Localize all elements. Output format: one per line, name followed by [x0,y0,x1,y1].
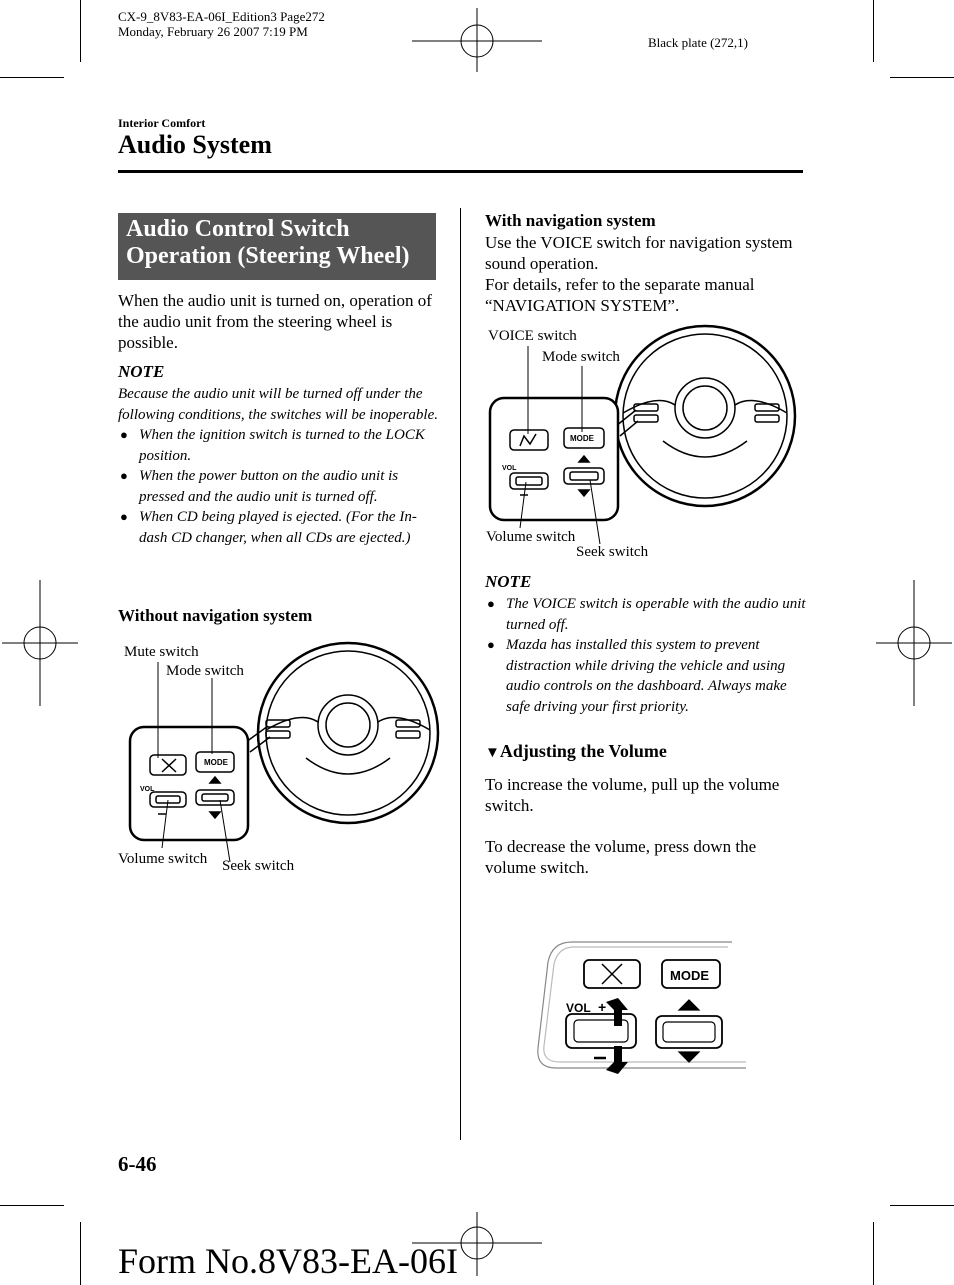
registration-mark-right [876,580,952,706]
nav-text-2: For details, refer to the separate manual “NAVIGATION SYSTEM”. [485,275,755,315]
note-bullets-left [118,425,440,548]
label-mode-switch-left: Mode switch [166,663,244,679]
vol-legend-closeup: VOL [566,1001,591,1015]
list-item: ● The VOICE switch is operable with the audio unit turned off. [487,596,806,633]
nav-text-1: Use the VOICE switch for navigation system sound operation. [485,233,793,273]
bullet-icon: ● [120,509,128,524]
bullet-icon: ● [487,596,495,611]
column-divider [460,208,461,1140]
label-voice-switch: VOICE switch [488,328,577,344]
section-title-line2: Operation (Steering Wheel) [126,243,410,269]
switch-panel-left [130,727,248,840]
label-seek-switch-right: Seek switch [576,544,649,560]
steering-wheel-illustration [246,643,438,823]
volume-text-up: To increase the volume, pull up the volume switch. [485,775,780,815]
label-volume-switch-right: Volume switch [486,529,576,545]
triangle-down-icon: ▼ [485,745,500,761]
plus-icon: + [598,999,607,1015]
registration-mark-left [2,580,78,706]
file-info [118,9,325,39]
intro-paragraph: When the audio unit is turned on, operation of the audio unit from the steering wheel is possible. [118,291,432,352]
volume-heading-text: Adjusting the Volume [499,741,667,761]
section-label: Interior Comfort [118,116,206,130]
label-volume-switch-left: Volume switch [118,851,208,867]
bullet-icon: ● [120,468,128,483]
volume-switch-closeup [532,938,752,1078]
list-item: ● When CD being played is ejected. (For the In-dash CD changer, when all CDs are ejected.) [120,509,417,546]
registration-mark-top [412,8,542,72]
mode-legend-left: MODE [204,758,228,767]
volume-text-down: To decrease the volume, press down the volume switch. [485,837,757,877]
mode-legend-right: MODE [570,434,594,443]
section-title-line1: Audio Control Switch [126,216,350,242]
form-number: Form No.8V83-EA-06I [118,1241,458,1281]
page-number: 6-46 [118,1152,157,1176]
bullet-icon: ● [487,637,495,652]
note-body-left [118,384,440,548]
vol-legend-left: VOL [140,786,155,793]
list-item: ● When the power button on the audio unit is pressed and the audio unit is turned off. [120,468,399,505]
steering-wheel-illustration [615,326,795,506]
note-heading-right: NOTE [485,572,532,591]
title-rule [118,170,803,173]
page-title: Audio System [118,130,272,159]
subhead-with-nav: With navigation system [485,211,656,230]
file-info-line1: CX-9_8V83-EA-06I_Edition3 Page272 [118,9,325,24]
list-item: ● Mazda has installed this system to prevent distraction while driving the vehicle and using audio controls on the dashboard. Always make safe driving your first priority. [487,637,787,715]
note-bullets-right [485,594,807,717]
label-mode-switch-right: Mode switch [542,349,620,365]
nav-paragraph [485,232,795,316]
vol-legend-right: VOL [502,465,517,472]
subhead-without-nav: Without navigation system [118,606,313,625]
note-intro-left: Because the audio unit will be turned off under the following conditions, the switches will be inoperable. [118,386,438,423]
file-info-line2: Monday, February 26 2007 7:19 PM [118,24,308,39]
volume-heading [485,741,667,762]
list-item: ● When the ignition switch is turned to the LOCK position. [120,427,425,464]
label-seek-switch-left: Seek switch [222,858,295,874]
switch-panel-right [490,398,618,520]
note-body-right [485,594,807,717]
mode-legend-closeup: MODE [670,968,709,983]
plate-info: Black plate (272,1) [648,35,748,50]
section-title-box [118,213,436,280]
bullet-icon: ● [120,427,128,442]
label-mute-switch: Mute switch [124,644,199,660]
note-heading-left: NOTE [118,362,165,381]
